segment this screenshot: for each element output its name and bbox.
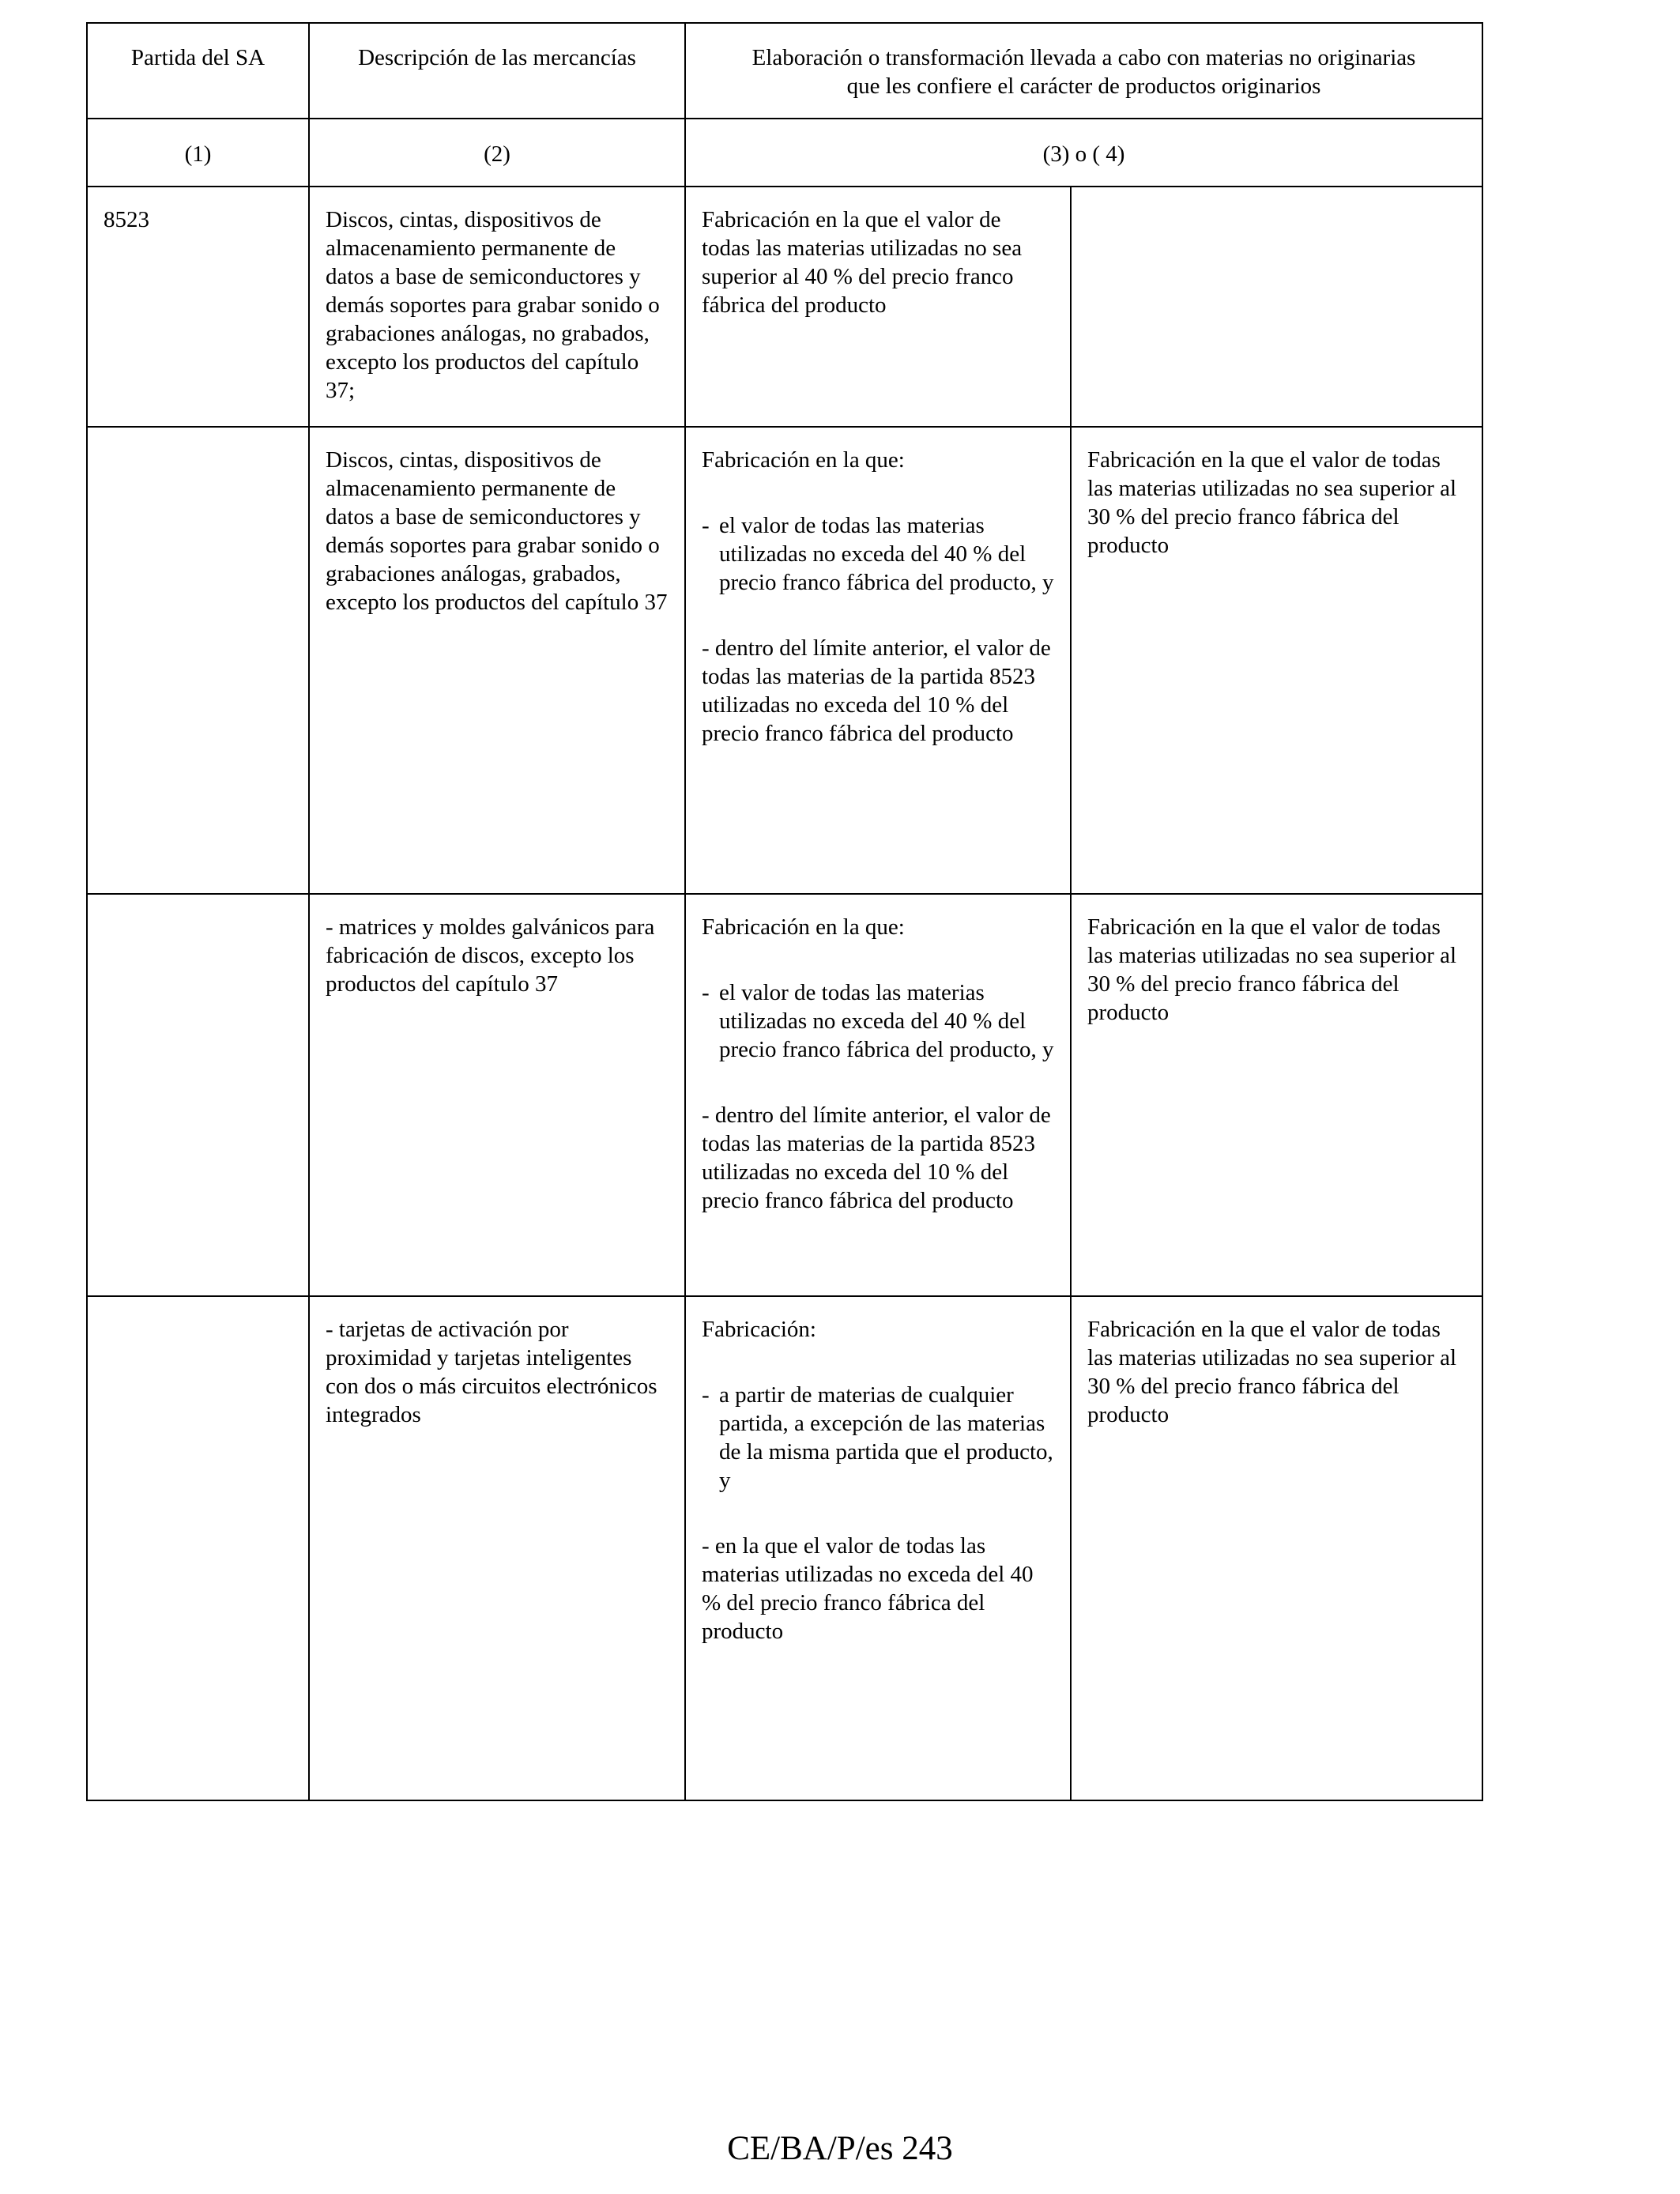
- rule-col3-cell: [685, 1296, 1071, 1800]
- table-row: [87, 427, 1482, 895]
- rule-bullet-text: el valor de todas las materias utilizadas no exceda del 40 % del precio franco fábrica del producto, y: [719, 512, 1054, 595]
- rule-intro: Fabricación:: [702, 1317, 816, 1343]
- rule-col4-cell: [1071, 187, 1482, 426]
- description-text: - tarjetas de activación por proximidad y tarjetas inteligentes con dos o más circuitos electrónicos integrados: [326, 1317, 657, 1428]
- table-row: [87, 1296, 1482, 1800]
- rule-col3-text: Fabricación en la que el valor de todas las materias utilizadas no sea superior al 40 % del precio franco fábrica del producto: [702, 207, 1023, 319]
- rule-col4-cell: [1071, 427, 1482, 895]
- hs-code: 8523: [104, 207, 149, 233]
- rule-col4-text: [1072, 187, 1482, 205]
- rule-bullet: [702, 511, 1054, 597]
- hs-code: [88, 1297, 308, 1315]
- header-working-processing: [685, 23, 1482, 119]
- rule-bullet: [702, 978, 1054, 1064]
- hs-code-cell: [87, 187, 309, 426]
- table-row: [87, 187, 1482, 426]
- rule-tail: - en la que el valor de todas las materias utilizadas no exceda del 40 % del precio franco fábrica del producto: [702, 1533, 1034, 1645]
- description-cell: [309, 894, 685, 1296]
- hs-code: [88, 428, 308, 446]
- table-row: [87, 894, 1482, 1296]
- description-text: - matrices y moldes galvánicos para fabricación de discos, excepto los productos del capítulo 37: [326, 914, 655, 997]
- rule-col3-cell: [685, 427, 1071, 895]
- hs-code: [88, 895, 308, 913]
- rule-col4-text: Fabricación en la que el valor de todas las materias utilizadas no sea superior al 30 % del precio franco fábrica del producto: [1087, 447, 1457, 558]
- bullet-dash: -: [702, 1382, 710, 1408]
- rule-col4-text: Fabricación en la que el valor de todas las materias utilizadas no sea superior al 30 % del precio franco fábrica del producto: [1087, 914, 1457, 1026]
- column-number-2: (2): [309, 119, 685, 187]
- rule-bullet: [702, 1381, 1054, 1495]
- header-row: [87, 23, 1482, 119]
- rule-col3-cell: [685, 187, 1071, 426]
- hs-code-cell: [87, 427, 309, 895]
- description-cell: [309, 427, 685, 895]
- rule-col4-cell: [1071, 894, 1482, 1296]
- bullet-dash: -: [702, 512, 710, 538]
- column-number-1: (1): [87, 119, 309, 187]
- header-hs-heading: Partida del SA: [87, 23, 309, 119]
- rule-col3-cell: [685, 894, 1071, 1296]
- header-working-line-2: que les confiere el carácter de productos originarios: [846, 74, 1321, 99]
- rule-bullet-text: el valor de todas las materias utilizadas no exceda del 40 % del precio franco fábrica del producto, y: [719, 980, 1054, 1063]
- rule-tail: - dentro del límite anterior, el valor de todas las materias de la partida 8523 utilizadas no exceda del 10 % del precio franco fábrica del producto: [702, 635, 1051, 746]
- page-reference-footer: CE/BA/P/es 243: [727, 2130, 953, 2167]
- hs-code-cell: [87, 894, 309, 1296]
- rule-intro: Fabricación en la que:: [702, 914, 905, 941]
- rule-intro: Fabricación en la que:: [702, 447, 905, 473]
- description-text: Discos, cintas, dispositivos de almacenamiento permanente de datos a base de semiconductores y demás soportes para grabar sonido o grabaciones análogas, grabados, excepto los productos del capítulo 37: [326, 447, 668, 615]
- bullet-dash: -: [702, 980, 710, 1006]
- header-description: Descripción de las mercancías: [309, 23, 685, 119]
- hs-code-cell: [87, 1296, 309, 1800]
- rule-col4-cell: [1071, 1296, 1482, 1800]
- description-cell: [309, 1296, 685, 1800]
- rules-of-origin-table: [86, 22, 1483, 1801]
- description-text: Discos, cintas, dispositivos de almacenamiento permanente de datos a base de semiconductores y demás soportes para grabar sonido o grabaciones análogas, no grabados, excepto los productos del capítulo 37;: [326, 207, 660, 404]
- rule-bullet-text: a partir de materias de cualquier partida, a excepción de las materias de la misma partida que el producto, y: [719, 1382, 1053, 1494]
- rule-col4-text: Fabricación en la que el valor de todas las materias utilizadas no sea superior al 30 % del precio franco fábrica del producto: [1087, 1317, 1457, 1428]
- description-cell: [309, 187, 685, 426]
- header-working-line-1: Elaboración o transformación llevada a cabo con materias no originarias: [751, 45, 1416, 70]
- column-number-3-4: (3) o ( 4): [685, 119, 1482, 187]
- column-number-row: [87, 119, 1482, 187]
- rule-tail: - dentro del límite anterior, el valor de todas las materias de la partida 8523 utilizadas no exceda del 10 % del precio franco fábrica del producto: [702, 1103, 1051, 1214]
